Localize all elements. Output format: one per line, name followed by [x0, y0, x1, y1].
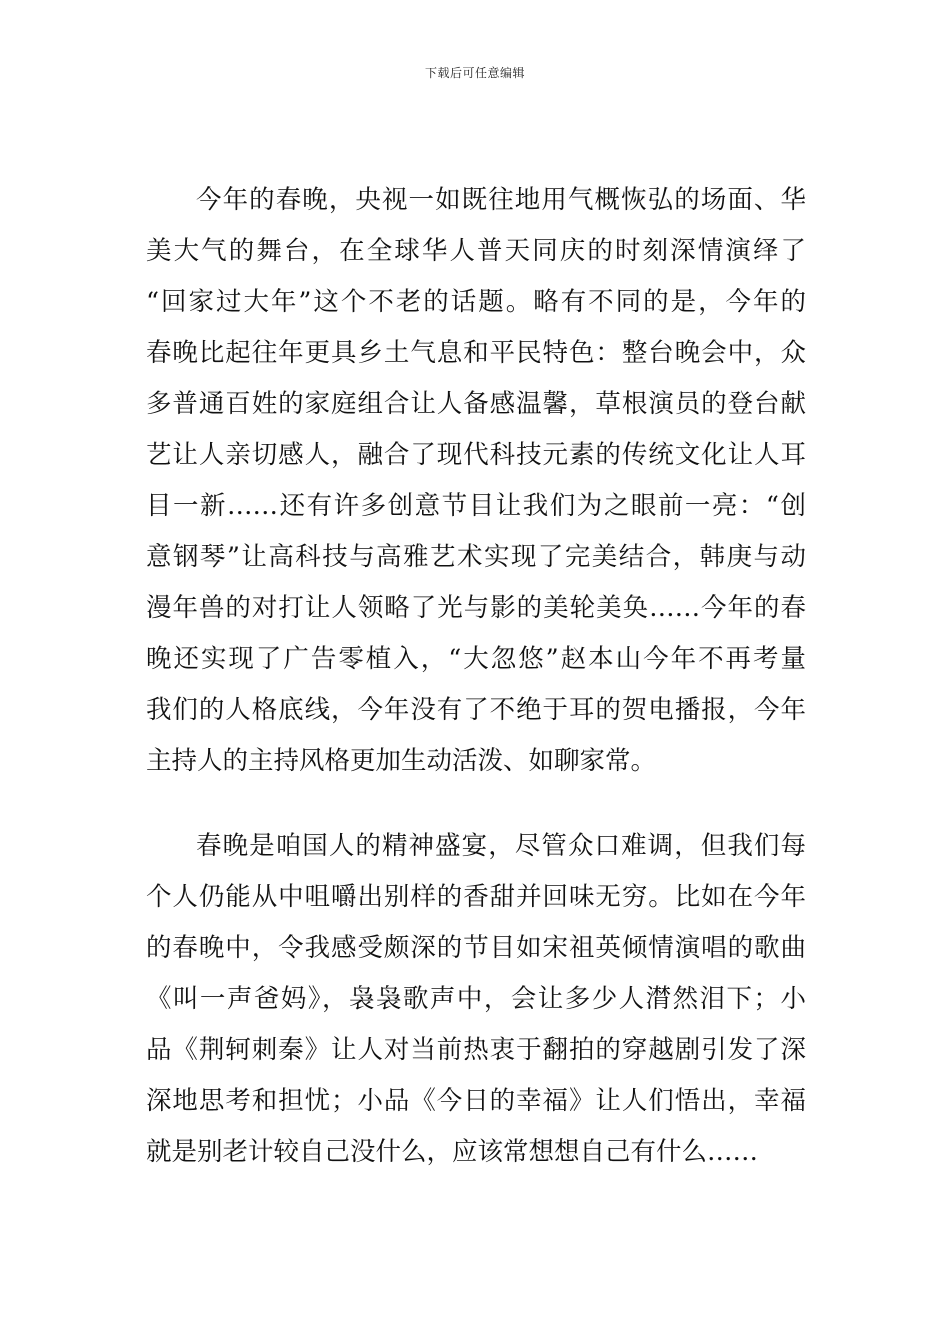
paragraph-line: 《叫一声爸妈》，袅袅歌声中，会让多少人潸然泪下；小 [146, 984, 806, 1014]
paragraph-1 [146, 175, 806, 787]
paragraph-line: “回家过大年”这个不老的话题。略有不同的是，今年的 [146, 287, 806, 317]
paragraph-line: 艺让人亲切感人，融合了现代科技元素的传统文化让人耳 [146, 440, 806, 470]
header-note: 下载后可任意编辑 [424, 66, 525, 80]
paragraph-line: 意钢琴”让高科技与高雅艺术实现了完美结合，韩庚与动 [146, 542, 806, 572]
paragraph-line: 品《荆轲刺秦》让人对当前热衷于翻拍的穿越剧引发了深 [146, 1035, 806, 1065]
paragraph-line: 漫年兽的对打让人领略了光与影的美轮美奂……今年的春 [146, 593, 806, 623]
paragraph-line: 目一新……还有许多创意节目让我们为之眼前一亮：“创 [146, 491, 806, 521]
paragraph-line: 就是别老计较自己没什么，应该常想想自己有什么…… [146, 1137, 759, 1167]
paragraph-line: 今年的春晚，央视一如既往地用气概恢弘的场面、华 [196, 185, 806, 215]
paragraph-line: 多普通百姓的家庭组合让人备感温馨，草根演员的登台献 [146, 389, 806, 419]
paragraph-line: 的春晚中，令我感受颇深的节目如宋祖英倾情演唱的歌曲 [146, 933, 806, 963]
paragraph-line: 美大气的舞台，在全球华人普天同庆的时刻深情演绎了 [146, 236, 806, 266]
paragraph-line: 深地思考和担忧；小品《今日的幸福》让人们悟出，幸福 [146, 1086, 806, 1116]
paragraph-line: 个人仍能从中咀嚼出别样的香甜并回味无穷。比如在今年 [146, 882, 806, 912]
paragraph-line: 春晚是咱国人的精神盛宴，尽管众口难调，但我们每 [196, 831, 806, 861]
paragraph-2 [146, 821, 806, 1178]
paragraph-line: 我们的人格底线，今年没有了不绝于耳的贺电播报，今年 [146, 695, 806, 725]
paragraph-line: 晚还实现了广告零植入，“大忽悠”赵本山今年不再考量 [146, 644, 806, 674]
paragraph-line: 主持人的主持风格更加生动活泼、如聊家常。 [146, 746, 657, 776]
paragraph-line: 春晚比起往年更具乡土气息和平民特色：整台晚会中，众 [146, 338, 806, 368]
